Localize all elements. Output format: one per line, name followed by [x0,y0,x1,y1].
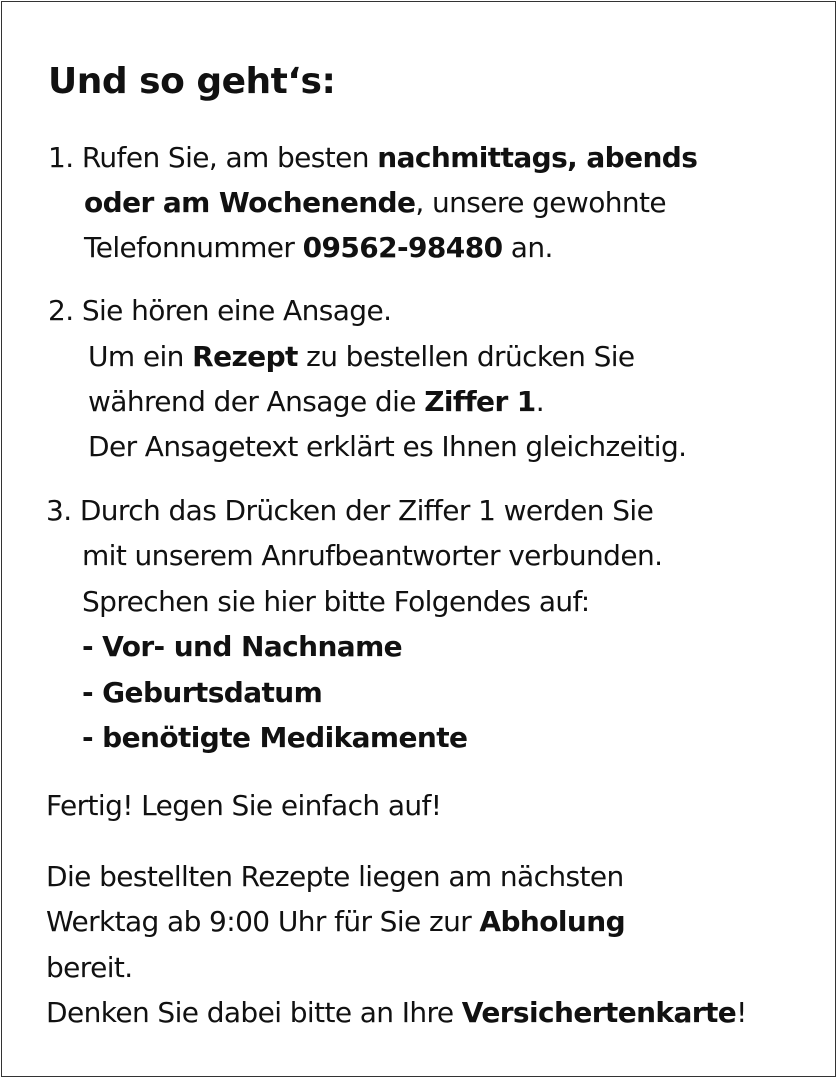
closing-line-2: Werktag ab 9:00 Uhr für Sie zur Abholung [46,905,626,938]
step-2-line-3: während der Ansage die Ziffer 1. [88,385,544,418]
closing-line-3: bereit. [46,951,133,984]
page-title: Und so geht‘s: [48,61,336,102]
step-1-line-1: 1. Rufen Sie, am besten nachmittags, abends [48,141,698,174]
step-3-line-1: 3. Durch das Drücken der Ziffer 1 werden Sie [46,494,654,527]
step-3-bullet-name: - Vor- und Nachname [82,630,403,663]
step-1-line-2: oder am Wochenende, unsere gewohnte [84,186,667,219]
closing-line-4: Denken Sie dabei bitte an Ihre Versichertenkarte! [46,996,747,1029]
done-text: Fertig! Legen Sie einfach auf! [46,789,442,822]
step-3-bullet-medication: - benötigte Medikamente [82,721,468,754]
step-3-line-3: Sprechen sie hier bitte Folgendes auf: [82,585,590,618]
step-2-line-1: 2. Sie hören eine Ansage. [48,294,392,327]
step-1-line-3: Telefonnummer 09562-98480 an. [84,231,553,264]
step-2-line-4: Der Ansagetext erklärt es Ihnen gleichzeitig. [88,430,687,463]
closing-line-1: Die bestellten Rezepte liegen am nächsten [46,860,624,893]
step-3-line-2: mit unserem Anrufbeantworter verbunden. [82,539,663,572]
step-2-line-2: Um ein Rezept zu bestellen drücken Sie [88,340,635,373]
step-3-bullet-birthdate: - Geburtsdatum [82,676,323,709]
